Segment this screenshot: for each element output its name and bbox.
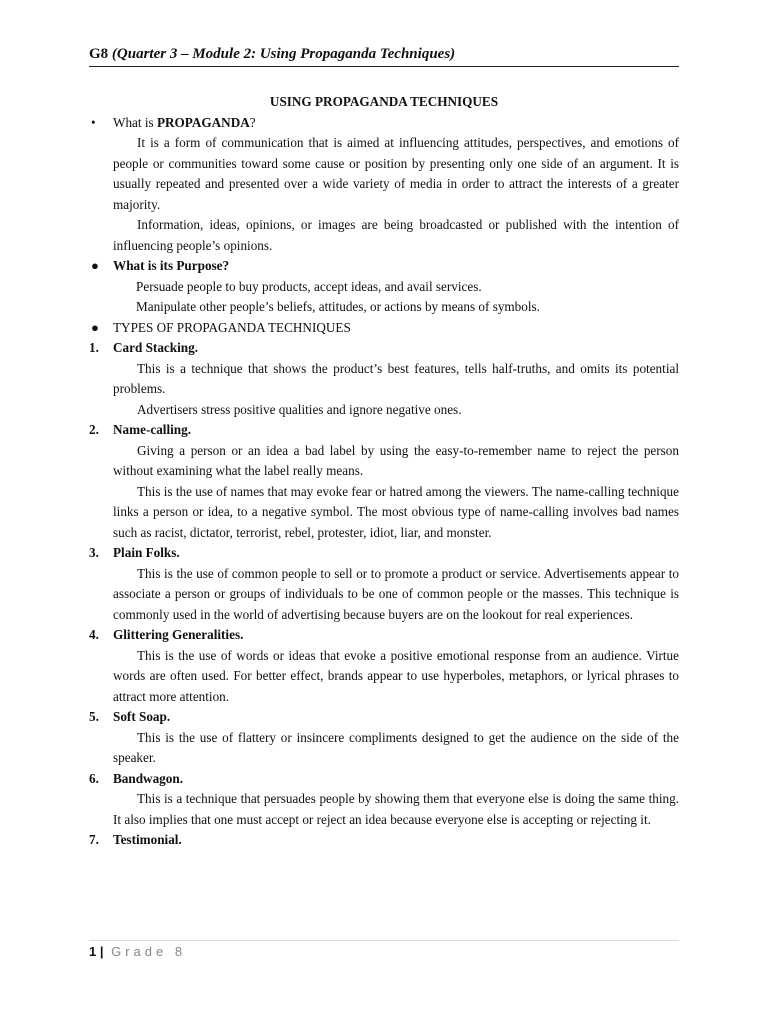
technique-paragraph: This is the use of flattery or insincere compliments designed to get the audience on the side of the speaker. xyxy=(113,729,679,765)
item-number: 4. xyxy=(89,627,99,642)
what-is-heading: • What is PROPAGANDA? xyxy=(89,113,679,134)
bullet-icon: • xyxy=(91,114,96,130)
footer-separator: | xyxy=(96,944,108,959)
footer-grade-label: Grade 8 xyxy=(111,944,187,959)
technique-name: Plain Folks. xyxy=(113,545,180,560)
document-body xyxy=(89,92,679,851)
technique-paragraph: Advertisers stress positive qualities and ignore negative ones. xyxy=(137,401,462,417)
item-number: 3. xyxy=(89,545,99,560)
technique-item xyxy=(89,543,679,625)
footer-divider xyxy=(89,940,679,941)
purpose-heading: ● What is its Purpose? xyxy=(89,256,679,277)
purpose-line: Manipulate other people’s beliefs, attitudes, or actions by means of symbols. xyxy=(136,299,540,314)
definition-paragraph: It is a form of communication that is aimed at influencing attitudes, perspectives, and emotions of people or communities toward some cause or position by presenting only one side of an argument. It is usually repeated and presented over a wide variety of media in order to attract the interests of a greater majority. xyxy=(113,135,679,212)
technique-name: Glittering Generalities. xyxy=(113,627,244,642)
bullet-icon: ● xyxy=(91,319,99,335)
technique-item xyxy=(89,769,679,831)
technique-paragraph: This is the use of common people to sell or to promote a product or service. Advertisements appear to associate a person or groups of individuals to be one of common people or the masses. This technique is commonly used in the world of advertising because buyers are on the lookout for real experiences. xyxy=(113,565,679,622)
item-number: 5. xyxy=(89,709,99,724)
technique-item xyxy=(89,338,679,420)
definition-paragraph-2: Information, ideas, opinions, or images are being broadcasted or published with the intention of influencing people’s opinions. xyxy=(113,217,679,253)
technique-item xyxy=(89,420,679,543)
technique-paragraph: Giving a person or an idea a bad label by using the easy-to-remember name to reject the person without examining what the label really means. xyxy=(113,442,679,478)
item-number: 6. xyxy=(89,770,99,786)
propaganda-term: PROPAGANDA xyxy=(156,114,250,130)
technique-paragraph: This is a technique that shows the product’s best features, tells half-truths, and omits its potential problems. xyxy=(113,360,679,396)
technique-item xyxy=(89,830,679,851)
technique-name: Testimonial. xyxy=(113,832,182,847)
purpose-line: Persuade people to buy products, accept ideas, and avail services. xyxy=(136,278,482,294)
header-module-title: (Quarter 3 – Module 2: Using Propaganda Techniques) xyxy=(111,46,456,62)
technique-list xyxy=(89,338,679,851)
page-header xyxy=(89,45,679,63)
technique-name: Card Stacking. xyxy=(113,340,198,355)
technique-paragraph: This is the use of names that may evoke fear or hatred among the viewers. The name-calling technique links a person or idea, to a negative symbol. The most obvious type of name-calling involves bad names such as racist, dictator, terrorist, rebel, protester, idiot, liar, and monster. xyxy=(113,483,679,540)
item-number: 7. xyxy=(89,832,99,847)
item-number: 2. xyxy=(89,422,99,437)
header-prefix: G8 xyxy=(89,46,112,62)
technique-paragraph: This is the use of words or ideas that evoke a positive emotional response from an audience. Virtue words are often used. For better effect, brands appear to use hyperboles, metaphors, or lyrical phrases to attract more attention. xyxy=(113,647,679,704)
document-title: USING PROPAGANDA TECHNIQUES xyxy=(269,94,499,109)
technique-item xyxy=(89,625,679,707)
technique-name: Soft Soap. xyxy=(113,709,171,724)
page-number: 1 xyxy=(89,944,97,959)
page-footer xyxy=(89,944,186,959)
technique-item xyxy=(89,707,679,769)
technique-paragraph: This is a technique that persuades people by showing them that everyone else is doing the same thing. It also implies that one must accept or reject an idea because everyone else is accepting or rejecting it. xyxy=(113,791,679,827)
technique-name: Name-calling. xyxy=(113,422,192,437)
header-divider xyxy=(89,66,679,67)
item-number: 1. xyxy=(89,340,99,355)
types-heading: ● TYPES OF PROPAGANDA TECHNIQUES xyxy=(89,318,679,339)
bullet-icon: ● xyxy=(91,258,99,273)
technique-name: Bandwagon. xyxy=(113,770,183,786)
